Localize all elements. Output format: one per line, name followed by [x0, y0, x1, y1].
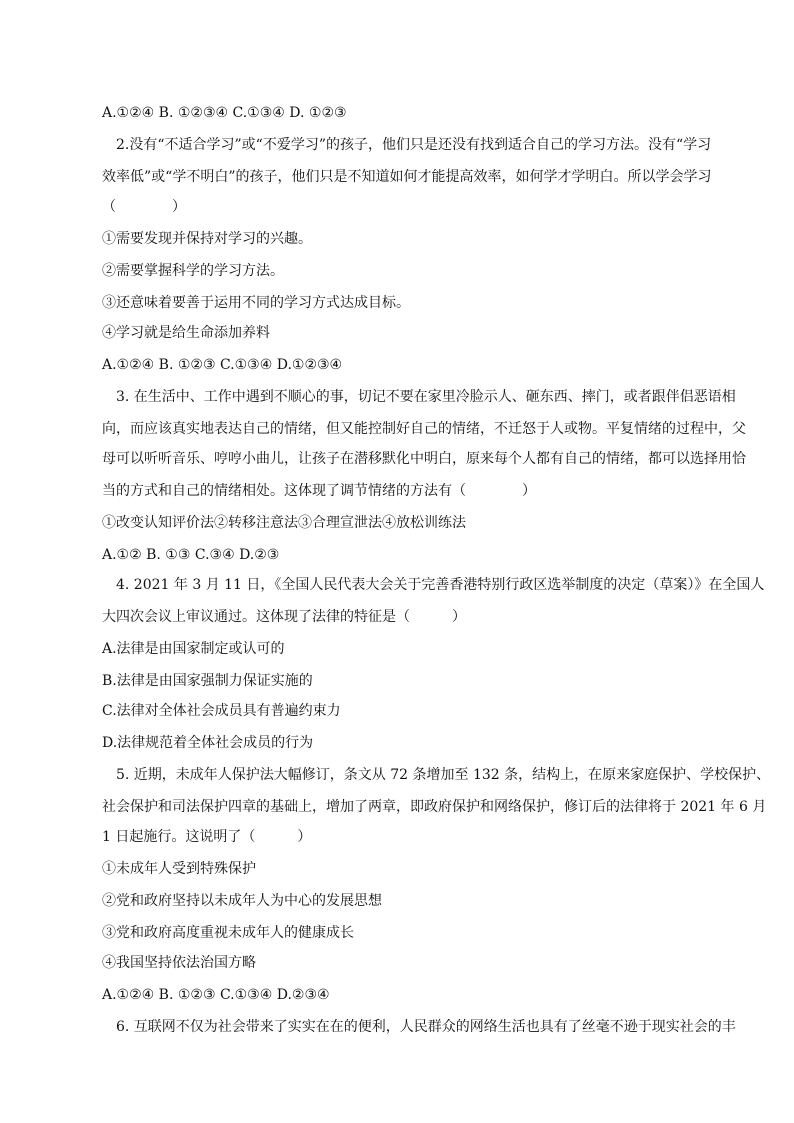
- q1-options: A.①②④ B. ①②③④ C.①③④ D. ①②③: [102, 105, 347, 121]
- q4-stem-line-1: 4. 2021 年 3 月 11 日，《全国人民代表大会关于完善香港特别行政区选举制度的决定（草案）》在全国人: [116, 577, 765, 593]
- q2-statement-4: ④学习就是给生命添加养料: [102, 325, 270, 341]
- q2-statement-2: ②需要掌握科学的学习方法。: [102, 263, 284, 279]
- q3-stem-line-3: 母可以听听音乐、哼哼小曲儿，让孩子在潜移默化中明白，原来每个人都有自己的情绪，都可以选择用恰: [102, 451, 746, 467]
- q5-statement-4: ④我国坚持依法治国方略: [102, 955, 256, 971]
- q5-statement-2: ②党和政府坚持以未成年人为中心的发展思想: [102, 893, 382, 909]
- q6-stem-line-1: 6. 互联网不仅为社会带来了实实在在的便利，人民群众的网络生活也具有了丝毫不逊于现实社会的丰: [116, 1019, 736, 1035]
- q3-options: A.①② B. ①③ C.③④ D.②③: [102, 547, 280, 563]
- q4-option-b: B.法律是由国家强制力保证实施的: [102, 673, 313, 689]
- q4-stem-line-2: 大四次会议上审议通过。这体现了法律的特征是（ ）: [102, 609, 466, 625]
- q2-statement-1: ①需要发现并保持对学习的兴趣。: [102, 231, 312, 247]
- q2-answer-blank: （ ）: [102, 199, 186, 215]
- q3-statements: ①改变认知评价法②转移注意法③合理宣泄法④放松训练法: [102, 515, 466, 531]
- q3-stem-line-4: 当的方式和自己的情绪相处。这体现了调节情绪的方法有（ ）: [102, 483, 536, 499]
- q5-statement-1: ①未成年人受到特殊保护: [102, 861, 256, 877]
- q5-statement-3: ③党和政府高度重视未成年人的健康成长: [102, 925, 354, 941]
- q3-stem-line-1: 3. 在生活中、工作中遇到不顺心的事，切记不要在家里冷脸示人、砸东西、摔门，或者跟伴侣恶语相: [116, 389, 736, 405]
- q3-stem-line-2: 向，而应该真实地表达自己的情绪，但又能控制好自己的情绪，不迁怒于人或物。平复情绪的过程中，父: [102, 421, 746, 437]
- q2-stem-line-1: 2.没有“不适合学习”或“不爱学习”的孩子，他们只是还没有找到适合自己的学习方法。没有“学习: [116, 137, 712, 153]
- q4-option-a: A.法律是由国家制定或认可的: [102, 641, 285, 657]
- q4-option-c: C.法律对全体社会成员具有普遍约束力: [102, 703, 341, 719]
- q5-stem-line-3: 1 日起施行。这说明了（ ）: [102, 829, 312, 845]
- q4-option-d: D.法律规范着全体社会成员的行为: [102, 735, 314, 751]
- q5-stem-line-2: 社会保护和司法保护四章的基础上，增加了两章，即政府保护和网络保护，修订后的法律将于 2021 年 6 月: [102, 799, 767, 815]
- q2-stem-line-2: 效率低”或“学不明白”的孩子，他们只是不知道如何才能提高效率，如何学才学明白。所以学会学习: [102, 169, 712, 185]
- q5-options: A.①②④ B. ①②③ C.①③④ D.②③④: [102, 987, 330, 1003]
- q5-stem-line-1: 5. 近期，未成年人保护法大幅修订，条文从 72 条增加至 132 条，结构上，在原来家庭保护、学校保护、: [116, 767, 771, 783]
- q2-statement-3: ③还意味着要善于运用不同的学习方式达成目标。: [102, 295, 410, 311]
- q2-options: A.①②④ B. ①②③ C.①③④ D.①②③④: [102, 357, 343, 373]
